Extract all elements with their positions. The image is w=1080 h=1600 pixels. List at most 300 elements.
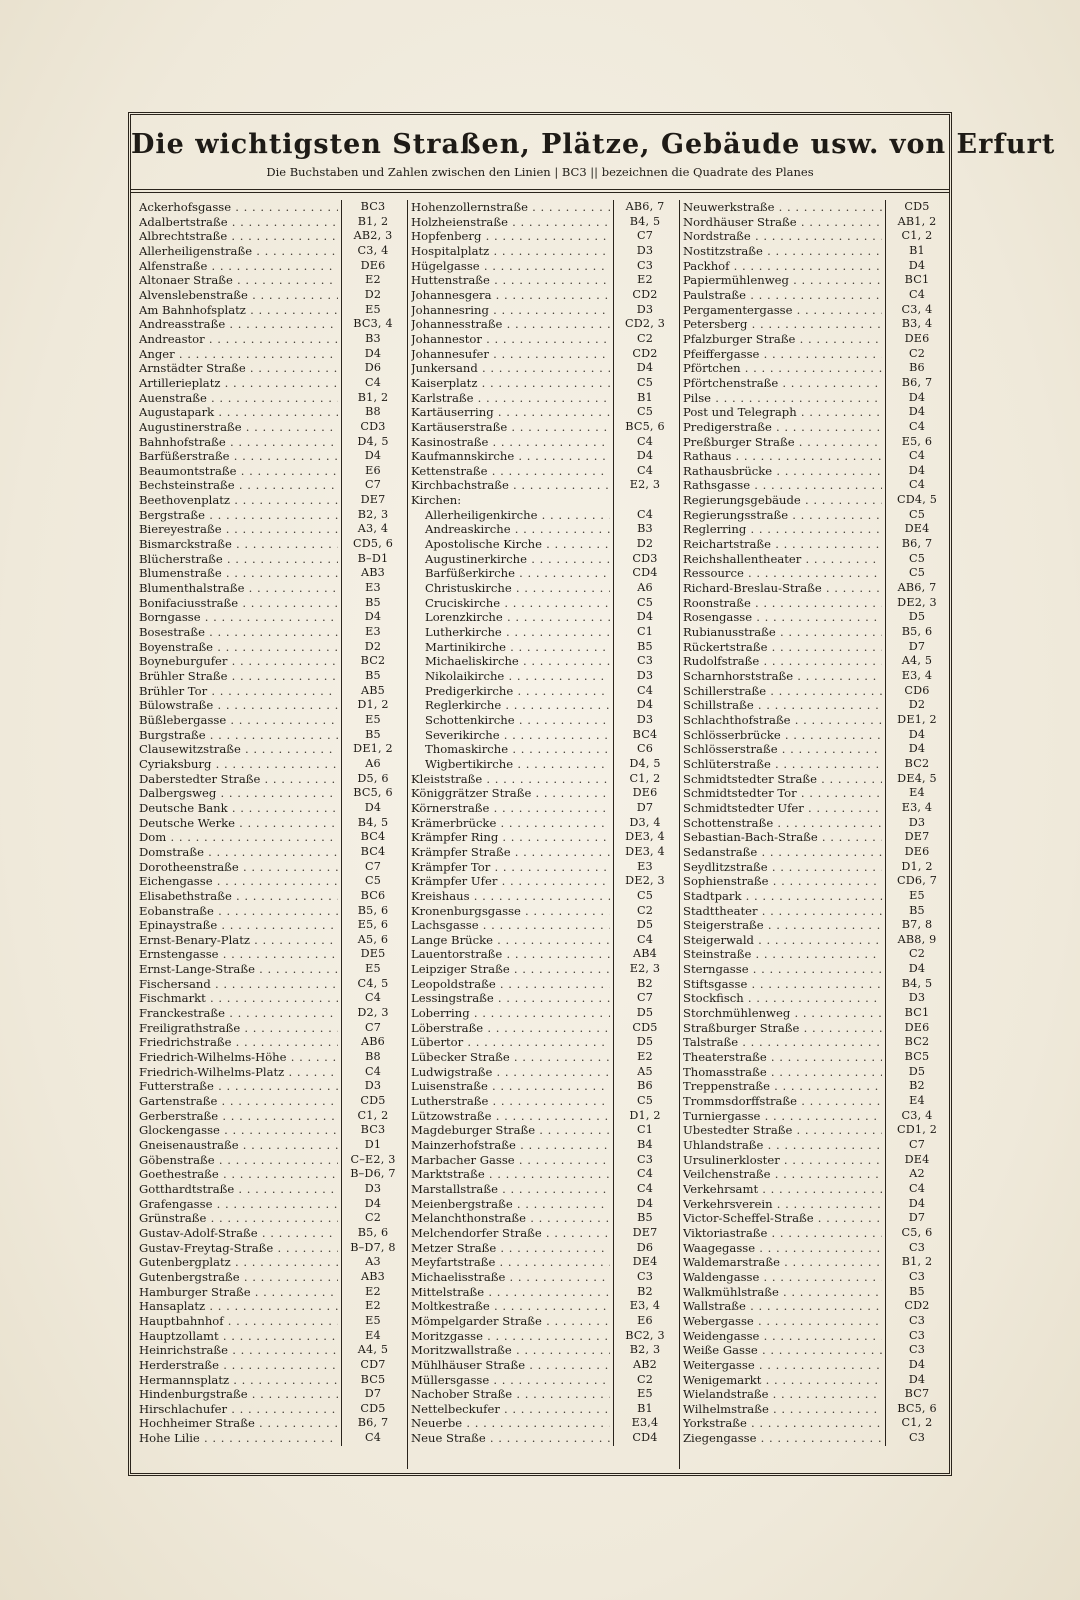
- entry-grid-ref: C3: [908, 1269, 926, 1283]
- entry-name: [683, 1416, 882, 1431]
- entry-grid-ref: D4: [908, 1196, 926, 1210]
- entry-grid-ref: D3: [636, 243, 654, 257]
- entry-name-text: Lutherstraße: [411, 1094, 489, 1109]
- entry-name-text: Johannesstraße: [411, 317, 503, 332]
- entry-name: [411, 698, 610, 713]
- entry-name-text: Viktoriastraße: [683, 1225, 768, 1240]
- entry-name: [139, 1138, 338, 1153]
- index-entry: [411, 742, 675, 757]
- entry-grid-ref: C7: [908, 1138, 926, 1151]
- entry-name: [411, 918, 610, 933]
- entry-name: [683, 1285, 882, 1300]
- entry-name: [139, 596, 338, 611]
- page-title: Die wichtigsten Straßen, Plätze, Gebäude usw. von Erfurt: [131, 129, 1056, 160]
- entry-name: [683, 376, 882, 391]
- entry-grid-ref: C7: [364, 1020, 382, 1034]
- entry-grid-ref: E5: [365, 1313, 381, 1327]
- entry-name-text: Rathausbrücke: [683, 463, 773, 478]
- entry-name-text: Hirschlachufer: [139, 1401, 228, 1416]
- entry-name: [683, 1431, 882, 1446]
- entry-name-text: Neue Straße: [411, 1431, 486, 1446]
- entry-grid-ref: E2: [365, 1284, 381, 1298]
- entry-name-text: Thomasstraße: [683, 1064, 767, 1079]
- entry-name-text: Clausewitzstraße: [139, 742, 241, 757]
- entry-grid-ref: E2, 3: [629, 962, 661, 976]
- entry-name-text: Sedanstraße: [683, 844, 758, 859]
- entry-grid-ref: E5: [637, 1387, 653, 1401]
- entry-grid-ref: C4: [908, 419, 926, 433]
- entry-grid-ref: D2: [364, 639, 382, 653]
- entry-name: [411, 1050, 610, 1065]
- entry-name: [411, 1182, 610, 1197]
- entry-name-text: Thomaskirche: [425, 742, 509, 757]
- index-entry: [139, 845, 403, 860]
- entry-name: [411, 1329, 610, 1344]
- entry-name-text: Neuerbe: [411, 1416, 463, 1431]
- entry-name-text: Schmidtstedter Ufer: [683, 800, 804, 815]
- entry-grid-ref: E3,4: [631, 1416, 659, 1430]
- entry-grid-ref: D4, 5: [629, 756, 661, 770]
- entry-name-text: Cyriaksburg: [139, 756, 212, 771]
- entry-name-text: Krämpfer Ufer: [411, 874, 498, 889]
- entry-grid-ref: D2: [364, 287, 382, 301]
- entry-grid-ref: BC5, 6: [897, 1401, 937, 1415]
- index-entry: [683, 845, 947, 860]
- entry-name-text: Lützowstraße: [411, 1108, 492, 1123]
- entry-grid-ref: E3: [637, 859, 653, 873]
- entry-name: [411, 1402, 610, 1417]
- entry-grid-ref: AB6: [360, 1035, 386, 1049]
- entry-name: [139, 625, 338, 640]
- entry-name-text: Marbacher Gasse: [411, 1152, 515, 1167]
- index-entry: [139, 449, 403, 464]
- entry-name-text: Moritzwallstraße: [411, 1343, 512, 1358]
- entry-name: [683, 1197, 882, 1212]
- entry-grid-ref: D4: [908, 1357, 926, 1371]
- entry-name-text: Verkehrsverein: [683, 1196, 773, 1211]
- entry-name-text: Christuskirche: [425, 581, 512, 596]
- index-entry: [683, 449, 947, 464]
- entry-name-text: Schlachthofstraße: [683, 712, 791, 727]
- entry-name: [683, 1021, 882, 1036]
- index-entry: [411, 361, 675, 376]
- entry-name: [683, 1358, 882, 1373]
- entry-name-text: Moritzgasse: [411, 1328, 483, 1343]
- entry-name: [683, 801, 882, 816]
- index-entry: [411, 845, 675, 860]
- entry-name: [683, 772, 882, 787]
- index-entry: [411, 1299, 675, 1314]
- entry-grid-ref: C4: [636, 1167, 654, 1181]
- entry-name: [411, 757, 610, 772]
- index-entry: [139, 200, 403, 215]
- entry-grid-ref: B5: [365, 727, 381, 741]
- entry-name-text: Büßlebergasse: [139, 712, 227, 727]
- index-entry: [139, 962, 403, 977]
- entry-grid-ref: E4: [909, 1094, 925, 1108]
- entry-name-text: Schlüterstraße: [683, 756, 771, 771]
- entry-name-text: Grünstraße: [139, 1211, 207, 1226]
- entry-name-text: Rückertstraße: [683, 639, 768, 654]
- entry-name-text: Schlösserstraße: [683, 742, 778, 757]
- index-entry: [411, 1035, 675, 1050]
- entry-name: [411, 904, 610, 919]
- entry-name: [139, 478, 338, 493]
- entry-name-text: Deutsche Bank: [139, 800, 228, 815]
- entry-name: [139, 1006, 338, 1021]
- entry-name-text: Hohenzollernstraße: [411, 200, 528, 214]
- entry-name: [139, 332, 338, 347]
- entry-grid-ref: C5: [908, 566, 926, 580]
- index-entry: [411, 1402, 675, 1417]
- index-entry: [139, 816, 403, 831]
- index-entry: [683, 889, 947, 904]
- entry-name-text: Albrechtstraße: [139, 229, 228, 244]
- entry-name-text: Kronenburgsgasse: [411, 903, 521, 918]
- entry-name-text: Gneisenaustraße: [139, 1138, 239, 1152]
- entry-name-text: Magdeburger Straße: [411, 1123, 536, 1138]
- entry-name-text: Krämpfer Straße: [411, 844, 511, 859]
- entry-name-text: Rudolfstraße: [683, 654, 760, 669]
- entry-name: [683, 1299, 882, 1314]
- index-entry: [411, 244, 675, 259]
- index-entry: [411, 874, 675, 889]
- index-entry: [139, 728, 403, 743]
- entry-name-text: Friedrich-Wilhelms-Höhe: [139, 1050, 287, 1065]
- entry-name: [683, 200, 882, 215]
- entry-name: [683, 464, 882, 479]
- entry-name-text: Franckestraße: [139, 1006, 226, 1021]
- entry-grid-ref: CD6: [904, 683, 930, 697]
- index-entry: [139, 1065, 403, 1080]
- index-entry: [139, 1182, 403, 1197]
- entry-grid-ref: B5: [909, 1284, 925, 1298]
- entry-grid-ref: A2: [909, 1167, 925, 1181]
- entry-name: [683, 845, 882, 860]
- index-entry: [139, 361, 403, 376]
- entry-grid-ref: B2: [909, 1079, 925, 1093]
- entry-name-text: Johannesufer: [411, 346, 489, 361]
- entry-grid-ref: E2: [365, 1299, 381, 1313]
- entry-name-text: Bülowstraße: [139, 698, 214, 713]
- entry-name-text: Hohe Lilie: [139, 1431, 200, 1446]
- index-entry: [683, 566, 947, 581]
- index-entry: [683, 1358, 947, 1373]
- entry-name-text: Heinrichstraße: [139, 1343, 229, 1358]
- index-entry: [411, 303, 675, 318]
- entry-name-text: Regierungsgebäude: [683, 493, 801, 508]
- entry-name-text: Beaumontstraße: [139, 463, 237, 478]
- entry-name-text: Boyenstraße: [139, 639, 214, 654]
- index-entry: [411, 1079, 675, 1094]
- entry-grid-ref: AB1, 2: [897, 214, 937, 228]
- index-entry: [139, 904, 403, 919]
- entry-grid-ref: D4: [636, 610, 654, 624]
- entry-grid-ref: DE7: [632, 1225, 658, 1239]
- entry-name: [411, 1270, 610, 1285]
- index-entry: [683, 1094, 947, 1109]
- index-entry: [683, 625, 947, 640]
- index-entry: [411, 273, 675, 288]
- entry-name: [683, 508, 882, 523]
- entry-name-text: Alfenstraße: [139, 258, 208, 273]
- entry-name-text: Augustinerstraße: [139, 419, 242, 434]
- entry-name: [683, 259, 882, 274]
- entry-name: [683, 1153, 882, 1168]
- index-entry: [683, 493, 947, 508]
- entry-grid-ref: D5, 6: [357, 771, 389, 785]
- entry-grid-ref: AB2, 3: [353, 229, 393, 243]
- entry-grid-ref: BC7: [904, 1387, 930, 1401]
- entry-name-text: Ressource: [683, 566, 744, 581]
- entry-grid-ref: C4: [364, 375, 382, 389]
- entry-name: [683, 728, 882, 743]
- entry-name-text: Reglerkirche: [425, 698, 502, 713]
- entry-name: [683, 1006, 882, 1021]
- entry-name: [683, 713, 882, 728]
- column-divider: [407, 200, 408, 1469]
- index-entry: [683, 347, 947, 362]
- entry-grid-ref: D4: [908, 1372, 926, 1386]
- entry-name: [683, 215, 882, 230]
- entry-grid-ref: C2: [908, 346, 926, 360]
- index-entry: [139, 1197, 403, 1212]
- entry-name-text: Pfalzburger Straße: [683, 331, 796, 346]
- entry-grid-ref: E6: [637, 1313, 653, 1327]
- entry-name: [411, 845, 610, 860]
- entry-name-text: Paulstraße: [683, 287, 747, 302]
- index-entry: [683, 1197, 947, 1212]
- index-entry: [411, 215, 675, 230]
- entry-grid-ref: B2: [637, 976, 653, 990]
- entry-grid-ref: C5, 6: [901, 1225, 933, 1239]
- entry-name-text: Bergstraße: [139, 507, 206, 522]
- entry-grid-ref: AB3: [360, 566, 386, 580]
- entry-name: [139, 537, 338, 552]
- index-entry: [683, 698, 947, 713]
- entry-grid-ref: B3: [637, 522, 653, 536]
- index-entry: [411, 1358, 675, 1373]
- entry-name: [683, 229, 882, 244]
- entry-name: [139, 801, 338, 816]
- index-entry: [139, 420, 403, 435]
- entry-name: [139, 1197, 338, 1212]
- index-entry: [683, 1299, 947, 1314]
- entry-name-text: Melchendorfer Straße: [411, 1225, 542, 1240]
- entry-name-text: Stadttheater: [683, 903, 758, 918]
- entry-name-text: Scharnhorststraße: [683, 669, 794, 683]
- entry-name: [683, 610, 882, 625]
- entry-name-text: Moltkestraße: [411, 1299, 490, 1314]
- index-entry: [139, 1094, 403, 1109]
- entry-grid-ref: E5: [365, 302, 381, 316]
- entry-name: [139, 713, 338, 728]
- entry-grid-ref: D3: [364, 1079, 382, 1093]
- index-entry: [139, 244, 403, 259]
- index-entry: [139, 215, 403, 230]
- entry-name: [683, 757, 882, 772]
- entry-name: [683, 698, 882, 713]
- index-entry: [411, 581, 675, 596]
- entry-grid-ref: B5: [365, 595, 381, 609]
- index-entry: [139, 1035, 403, 1050]
- entry-name: [139, 786, 338, 801]
- index-entry: [139, 1109, 403, 1124]
- index-entry: [683, 874, 947, 889]
- index-entry: [411, 1065, 675, 1080]
- entry-name: [683, 522, 882, 537]
- entry-grid-ref: D5: [908, 610, 926, 624]
- entry-name-text: Huttenstraße: [411, 273, 490, 288]
- entry-grid-ref: D7: [908, 639, 926, 653]
- entry-name: [411, 1211, 610, 1226]
- index-entry: [139, 874, 403, 889]
- entry-grid-ref: E2: [365, 273, 381, 287]
- entry-name: [411, 1387, 610, 1402]
- entry-name: [411, 1167, 610, 1182]
- entry-name-text: Löberstraße: [411, 1020, 484, 1035]
- index-entry: [683, 303, 947, 318]
- entry-grid-ref: C7: [636, 991, 654, 1005]
- entry-name: [411, 1138, 610, 1153]
- index-entry: [139, 742, 403, 757]
- index-entry: [139, 229, 403, 244]
- entry-name: [683, 361, 882, 376]
- entry-name-text: Borngasse: [139, 610, 201, 625]
- index-entry: [683, 478, 947, 493]
- entry-grid-ref: B2, 3: [357, 507, 389, 521]
- entry-grid-ref: BC6: [360, 888, 386, 902]
- entry-name: [411, 1123, 610, 1138]
- entry-name: [683, 303, 882, 318]
- entry-name-text: Wielandstraße: [683, 1387, 769, 1402]
- entry-name: [683, 830, 882, 845]
- entry-grid-ref: C4: [908, 1181, 926, 1195]
- entry-grid-ref: CD3: [632, 551, 658, 565]
- index-entry: [683, 1050, 947, 1065]
- entry-name: [411, 625, 610, 640]
- index-entry: [139, 332, 403, 347]
- index-entry: [411, 229, 675, 244]
- entry-grid-ref: D1, 2: [629, 1108, 661, 1122]
- entry-grid-ref: C2: [636, 331, 654, 345]
- entry-name: [411, 669, 610, 684]
- index-entry: [683, 669, 947, 684]
- entry-name-text: Treppenstraße: [683, 1079, 770, 1094]
- entry-grid-ref: B7, 8: [901, 918, 933, 932]
- entry-name-text: Ackerhofsgasse: [139, 200, 232, 214]
- entry-name-text: Richard-Breslau-Straße: [683, 581, 822, 596]
- entry-grid-ref: D7: [908, 1211, 926, 1225]
- entry-name-text: Hindenburgstraße: [139, 1387, 248, 1402]
- entry-grid-ref: D4: [908, 962, 926, 976]
- index-entry: [139, 317, 403, 332]
- entry-name-text: Reichartstraße: [683, 537, 772, 552]
- index-entry: [683, 1329, 947, 1344]
- entry-name-text: Reglerring: [683, 522, 747, 537]
- entry-name: [683, 684, 882, 699]
- entry-grid-ref: DE6: [360, 258, 386, 272]
- entry-name-text: Sophienstraße: [683, 874, 769, 889]
- entry-name: [411, 1153, 610, 1168]
- index-entry: [139, 376, 403, 391]
- entry-grid-ref: C1: [636, 625, 654, 639]
- entry-name: [411, 508, 610, 523]
- entry-grid-ref: D3: [636, 302, 654, 316]
- entry-grid-ref: C3: [908, 1240, 926, 1254]
- entry-name: [683, 889, 882, 904]
- entry-grid-ref: C1, 2: [901, 229, 933, 243]
- entry-name-text: Gustav-Freytag-Straße: [139, 1240, 274, 1255]
- index-entry: [411, 1329, 675, 1344]
- entry-grid-ref: D4: [908, 390, 926, 404]
- entry-name: [683, 435, 882, 450]
- index-entry: [411, 449, 675, 464]
- entry-name-text: Mömpelgarder Straße: [411, 1313, 542, 1328]
- entry-name-text: Kartäuserring: [411, 405, 494, 420]
- entry-name: [411, 933, 610, 948]
- index-entry: [411, 1373, 675, 1388]
- entry-name-text: Krämpfer Ring: [411, 830, 499, 845]
- entry-grid-ref: B5, 6: [357, 903, 389, 917]
- entry-name-text: Walkmühlstraße: [683, 1284, 779, 1299]
- entry-name-text: Regierungsstraße: [683, 507, 789, 522]
- entry-name-text: Gerberstraße: [139, 1108, 219, 1123]
- entry-grid-ref: B1: [637, 1401, 653, 1415]
- entry-name: [411, 566, 610, 581]
- entry-name-text: Bismarckstraße: [139, 537, 232, 552]
- entry-name: [139, 933, 338, 948]
- index-entry: [411, 347, 675, 362]
- entry-grid-ref: C3: [636, 1152, 654, 1166]
- entry-name: [411, 435, 610, 450]
- index-entry: [139, 713, 403, 728]
- index-entry: [139, 1270, 403, 1285]
- index-entry: [139, 1241, 403, 1256]
- entry-name-text: Pilse: [683, 390, 712, 405]
- entry-name-text: Schmidtstedter Straße: [683, 771, 817, 786]
- entry-name-text: Lange Brücke: [411, 932, 493, 947]
- entry-name-text: Sebastian-Bach-Straße: [683, 830, 818, 845]
- entry-name-text: Blumenthalstraße: [139, 581, 245, 596]
- index-entry: [683, 1431, 947, 1446]
- entry-grid-ref: E2, 3: [629, 478, 661, 492]
- entry-name: [683, 288, 882, 303]
- entry-grid-ref: BC3: [360, 200, 386, 213]
- entry-name: [139, 581, 338, 596]
- entry-name: [411, 215, 610, 230]
- entry-grid-ref: C4, 5: [357, 976, 389, 990]
- index-entry: [683, 317, 947, 332]
- entry-name-text: Steigerwald: [683, 932, 754, 947]
- entry-name: [683, 273, 882, 288]
- entry-name: [683, 991, 882, 1006]
- entry-grid-ref: D4: [364, 449, 382, 463]
- entry-grid-ref: CD2, 3: [624, 317, 666, 331]
- entry-grid-ref: D4: [908, 463, 926, 477]
- index-entry: [411, 772, 675, 787]
- entry-name: [139, 1167, 338, 1182]
- entry-name-text: Glockengasse: [139, 1123, 220, 1138]
- index-entry: [139, 977, 403, 992]
- entry-name: [683, 596, 882, 611]
- entry-grid-ref: C4: [908, 287, 926, 301]
- entry-name-text: Barfüßerstraße: [139, 449, 230, 464]
- index-entry: [411, 596, 675, 611]
- entry-grid-ref: DE5: [360, 947, 386, 961]
- entry-name-text: Nostitzstraße: [683, 243, 763, 258]
- entry-grid-ref: D6: [636, 1240, 654, 1254]
